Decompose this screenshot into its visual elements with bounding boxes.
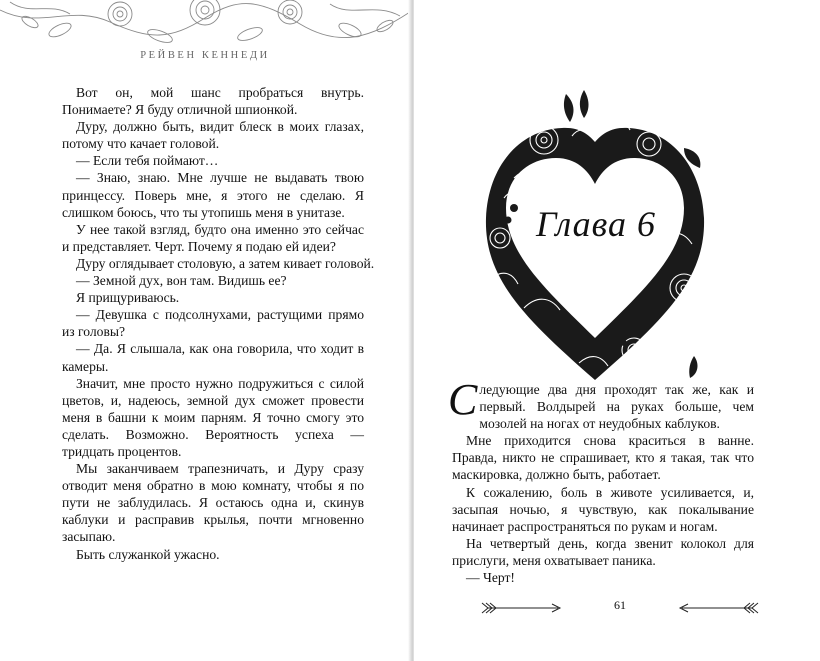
paragraph: Я прищуриваюсь. [76,290,180,306]
paragraph: — Девушка с подсолнухами, растущими прямо из головы? [62,307,364,340]
paragraph: Быть служанкой ужасно. [76,546,220,562]
paragraph: Дуру оглядывает столовую, а затем кивает головой. [76,255,375,271]
running-head-author: РЕЙВЕН КЕННЕДИ [140,50,270,61]
paragraph: Дуру, должно быть, видит блеск в моих глазах, потому что качает головой. [62,119,364,152]
arrow-left-icon [676,602,760,614]
paragraph: На четвертый день, когда звенит колокол для прислуги, меня охватывает паника. [452,535,754,568]
floral-header-illustration [0,0,410,48]
first-paragraph-text: ледующие два дня проходят так же, как и первый. Волдырей на руках больше, чем мозолей на ногах от неудобных каблуков. [479,382,754,432]
right-page-text [448,375,754,586]
paragraph: Мне приходится снова краситься в ванне. Правда, никто не спрашивает, кто я такая, так что маскировка, должно быть, работает. [452,433,754,483]
paragraph: — Черт! [466,570,515,586]
paragraph: — Знаю, знаю. Мне лучше не выдавать твою принцессу. Поверь мне, я этого не сделаю. Я слишком боюсь, что ты утопишь меня в унитазе. [62,170,364,220]
paragraph: К сожалению, боль в животе усиливается, и, засыпая ночью, я чувствую, как покалывание начинает распространяться по рукам и ногам. [452,484,754,534]
paragraph: Мы заканчиваем трапезничать, и Дуру сразу отводит меня обратно в мою комнату, чтобы я по пути не заблудилась. Я остаюсь одна и, скинув каблуки и расправив крылья, почти мгновенно засыпаю. [62,461,364,545]
paragraph: — Земной дух, вон там. Видишь ее? [76,273,287,289]
page-footer [470,596,770,620]
paragraph: У нее такой взгляд, будто она именно это сейчас и представляет. Черт. Почему я подаю ей идеи? [62,221,364,254]
first-paragraph [448,375,754,432]
paragraph: Значит, мне просто нужно подружиться с силой цветов, и, надеюсь, земной дух сможет провести меня в башни к моим парням. Я точно смогу это сделать. Возможно. Вероятность успеха — тридцать процентов. [62,375,364,459]
left-page-text [62,84,375,563]
paragraph: — Да. Я слышала, как она говорила, что ходит в камеры. [62,341,364,374]
paragraph: Вот он, мой шанс пробраться внутрь. Понимаете? Я буду отличной шпионкой. [62,85,364,118]
page-number: 61 [614,598,626,612]
chapter-title: Глава 6 [535,204,657,244]
drop-cap: С [448,375,478,424]
paragraph: — Если тебя поймают… [76,153,219,169]
